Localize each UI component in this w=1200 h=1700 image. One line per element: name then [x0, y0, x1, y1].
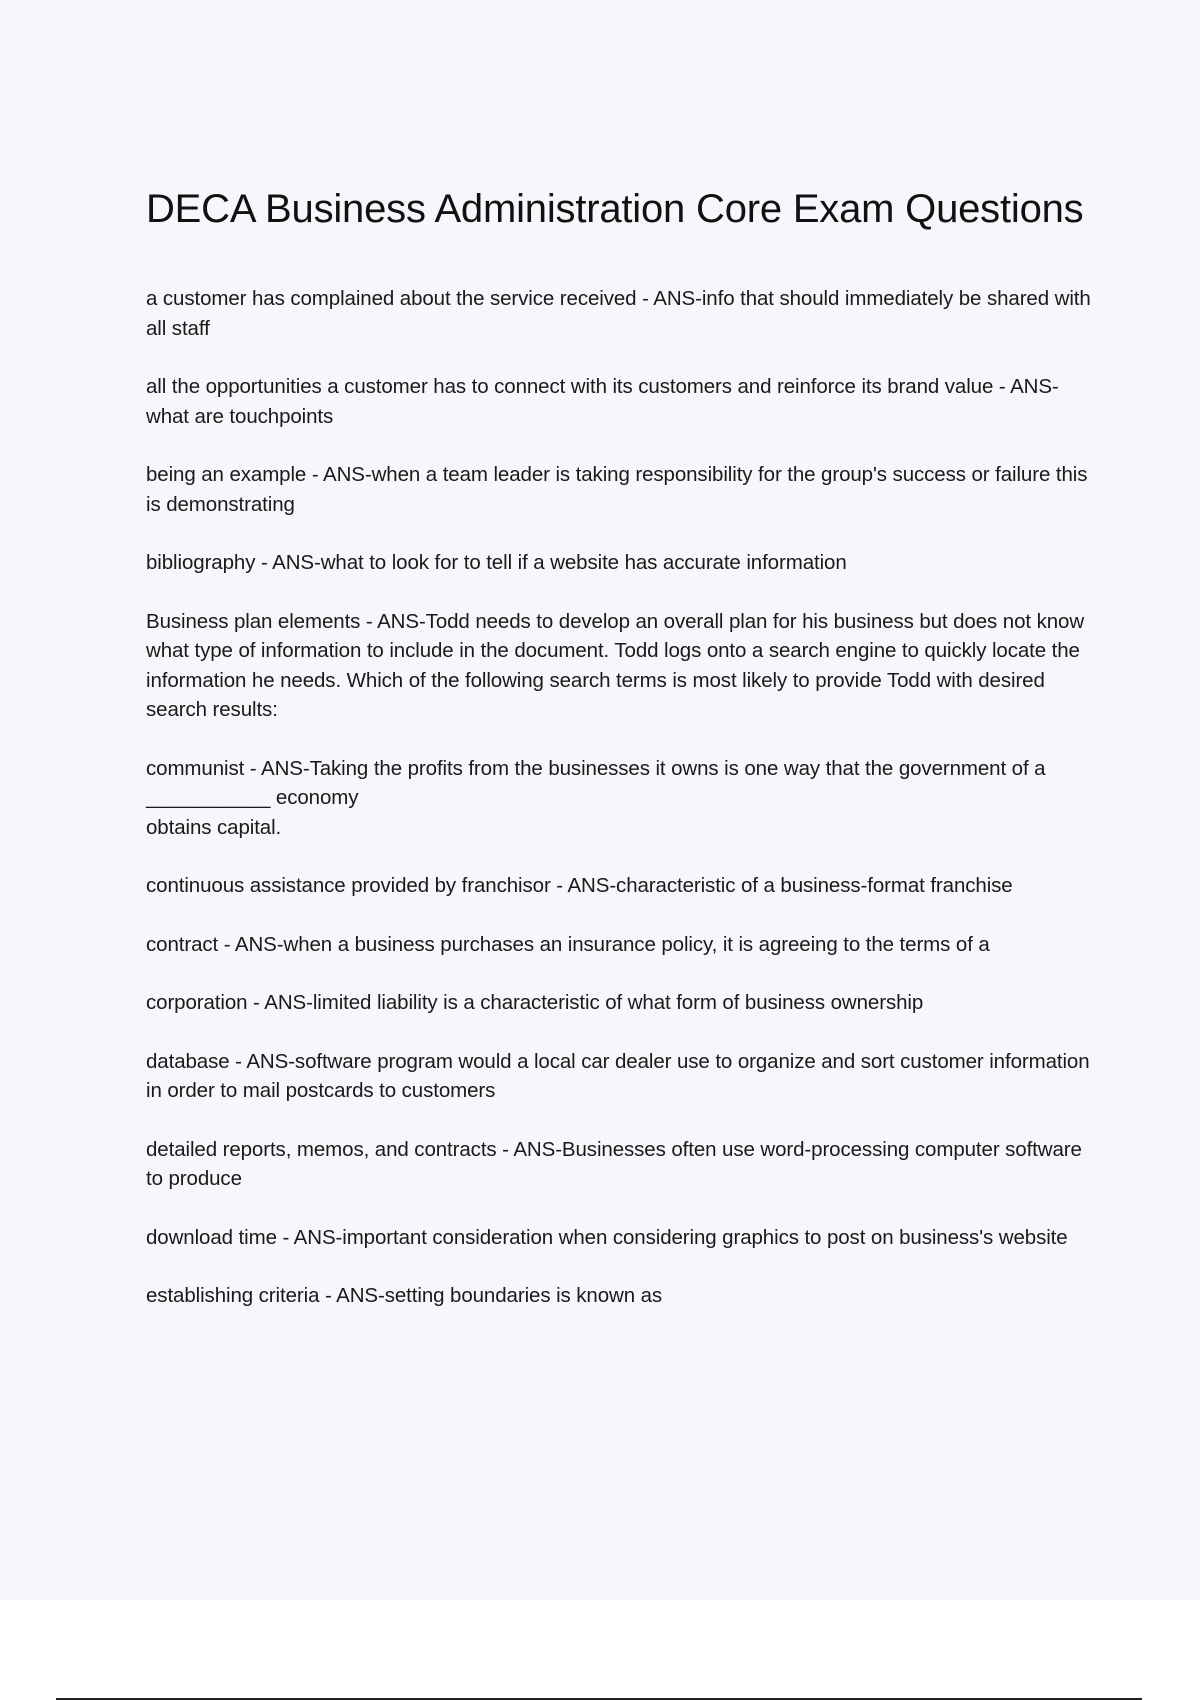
qa-item: Business plan elements - ANS-Todd needs to develop an overall plan for his business but does not know what type of information to include in the document. Todd logs onto a search engine to quickly locate the information he needs. Which of the following search terms is most likely to provide Todd with desired search results:: [146, 609, 1085, 721]
qa-item: communist - ANS-Taking the profits from the businesses it owns is one way that the government of a ___________ economy obtains capital.: [146, 756, 1046, 839]
qa-item: corporation - ANS-limited liability is a characteristic of what form of business ownership: [146, 991, 924, 1014]
qa-item: continuous assistance provided by franchisor - ANS-characteristic of a business-format franchise: [146, 874, 1013, 897]
qa-item: a customer has complained about the service received - ANS-info that should immediately be shared with all staff: [146, 287, 1091, 340]
qa-item: all the opportunities a customer has to connect with its customers and reinforce its brand value - ANS-what are touchpoints: [146, 375, 1059, 428]
qa-item: establishing criteria - ANS-setting boundaries is known as: [146, 1284, 663, 1307]
document-title: DECA Business Administration Core Exam Questions: [146, 187, 1084, 231]
qa-item: database - ANS-software program would a local car dealer use to organize and sort customer information in order to mail postcards to customers: [146, 1049, 1090, 1102]
page-footer: [0, 1600, 1200, 1700]
qa-list: [146, 284, 1096, 1311]
qa-item: download time - ANS-important consideration when considering graphics to post on business's website: [146, 1225, 1068, 1249]
qa-item: contract - ANS-when a business purchases an insurance policy, it is agreeing to the terms of a: [146, 932, 990, 956]
qa-item: detailed reports, memos, and contracts - ANS-Businesses often use word-processing computer software to produce: [146, 1137, 1082, 1190]
document-content: [146, 182, 1096, 1340]
qa-item: being an example - ANS-when a team leader is taking responsibility for the group's success or failure this is demonstrating: [146, 463, 1088, 516]
qa-item: bibliography - ANS-what to look for to tell if a website has accurate information: [146, 551, 847, 574]
